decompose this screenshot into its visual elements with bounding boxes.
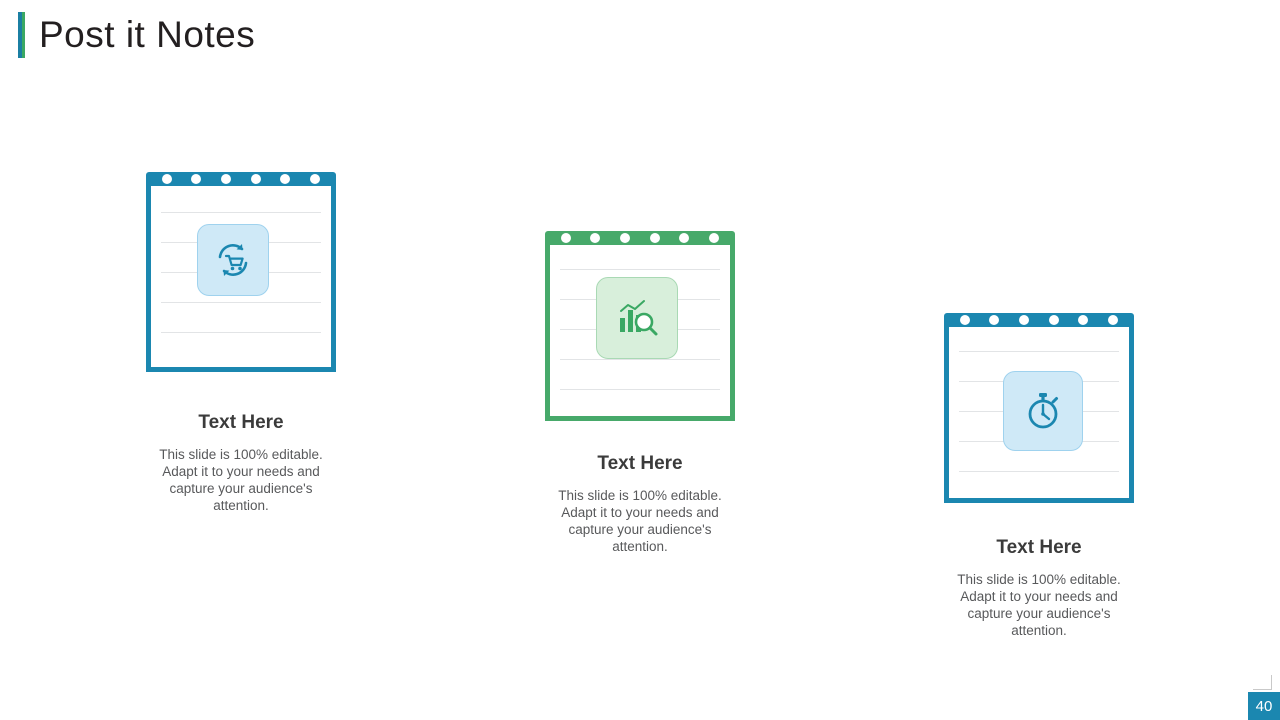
- ring-hole: [679, 233, 689, 243]
- note-3-body: This slide is 100% editable. Adapt it to your needs and capture your audience's attention.: [957, 572, 1121, 638]
- note-1-paper: [146, 186, 336, 372]
- note-3-paper: [944, 327, 1134, 503]
- note-card-1[interactable]: [146, 172, 336, 513]
- page-title-text: Post it Notes: [39, 14, 256, 55]
- page-number-badge: 40: [1248, 692, 1280, 720]
- ring-hole: [620, 233, 630, 243]
- ring-hole: [650, 233, 660, 243]
- stopwatch-icon: [1003, 371, 1083, 451]
- chart-search-icon: [596, 277, 678, 359]
- note-3-heading: Text Here: [996, 537, 1082, 558]
- note-3-ring-bar: [944, 313, 1134, 327]
- note-1-body: This slide is 100% editable. Adapt it to your needs and capture your audience's attention.: [159, 447, 323, 513]
- note-2-heading: Text Here: [597, 453, 683, 474]
- ring-hole: [960, 315, 970, 325]
- note-2-body: This slide is 100% editable. Adapt it to your needs and capture your audience's attention.: [558, 488, 722, 554]
- ring-hole: [1049, 315, 1059, 325]
- note-card-3[interactable]: [944, 313, 1134, 638]
- ring-hole: [590, 233, 600, 243]
- ring-hole: [310, 174, 320, 184]
- title-accent-bar-green: [22, 12, 25, 58]
- ring-hole: [561, 233, 571, 243]
- note-1-heading: Text Here: [198, 412, 284, 433]
- ring-hole: [1019, 315, 1029, 325]
- note-1-caption: [122, 412, 360, 514]
- corner-mark: [1253, 675, 1272, 690]
- ring-hole: [1078, 315, 1088, 325]
- ring-hole: [251, 174, 261, 184]
- ring-hole: [191, 174, 201, 184]
- ring-hole: [709, 233, 719, 243]
- refresh-cart-icon: [197, 224, 269, 296]
- ring-hole: [221, 174, 231, 184]
- note-2-paper: [545, 245, 735, 421]
- note-3-caption: [920, 537, 1158, 639]
- ring-hole: [1108, 315, 1118, 325]
- ring-hole: [280, 174, 290, 184]
- note-2-ring-bar: [545, 231, 735, 245]
- ring-hole: [162, 174, 172, 184]
- page-title: [18, 12, 255, 58]
- ring-hole: [989, 315, 999, 325]
- note-card-2[interactable]: [545, 231, 735, 554]
- note-1-ring-bar: [146, 172, 336, 186]
- note-2-caption: [521, 453, 759, 555]
